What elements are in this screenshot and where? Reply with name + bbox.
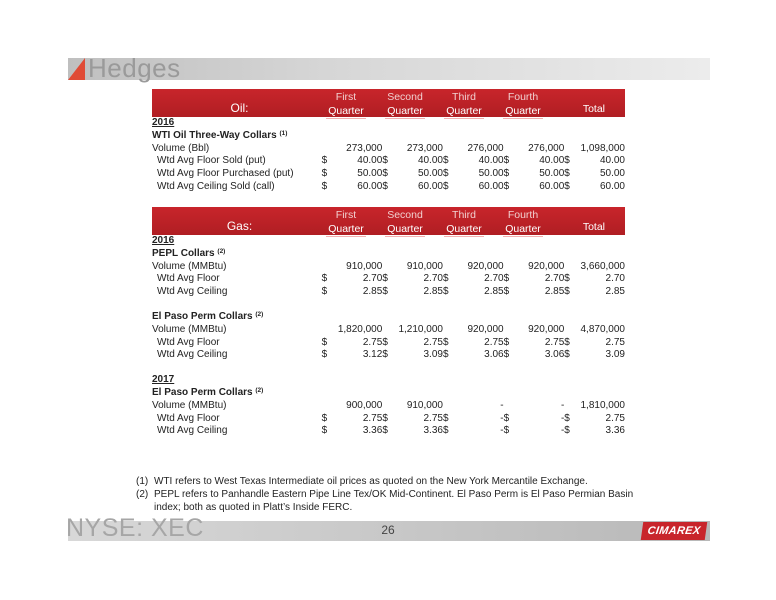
dollar-sign: $: [382, 336, 388, 348]
dollar-sign: [382, 400, 392, 413]
dollar-sign: $: [503, 273, 510, 285]
dollar-sign: $: [564, 168, 570, 180]
row-label: Wtd Avg Floor Sold (put): [157, 155, 266, 167]
value-cell: 3.09: [423, 349, 443, 361]
value-cell: 3.12: [362, 349, 383, 361]
dollar-sign: [443, 261, 453, 274]
value-cell: 2.75: [423, 336, 443, 348]
section-label: [152, 387, 625, 400]
footnotes: [136, 475, 634, 514]
value-cell: -: [560, 412, 565, 424]
year-label: 2017: [152, 374, 175, 386]
dollar-sign: $: [564, 349, 570, 361]
value-cell: 50.00: [357, 168, 383, 180]
section-title: PEPL Collars: [152, 247, 215, 259]
dollar-sign: [443, 143, 453, 156]
value-cell: 4,870,000: [580, 323, 625, 335]
value-cell: 273,000: [346, 142, 383, 154]
dollar-sign: $: [564, 180, 570, 192]
value-cell: 40.00: [417, 155, 443, 167]
dollar-sign: $: [503, 155, 510, 167]
dollar-sign: $: [321, 336, 328, 348]
spacer-row: [152, 362, 625, 374]
dollar-sign: [564, 143, 574, 156]
oil-table-header: [152, 89, 625, 117]
dollar-sign: $: [321, 273, 328, 285]
value-cell: 60.00: [478, 180, 504, 192]
value-cell: 2.75: [423, 412, 443, 424]
dollar-sign: $: [503, 286, 510, 298]
value-cell: 2.85: [484, 286, 504, 298]
dollar-sign: $: [382, 273, 388, 285]
value-cell: 40.00: [478, 155, 504, 167]
footnote-ref: (2): [255, 386, 264, 394]
value-cell: -: [500, 412, 504, 424]
dollar-sign: $: [503, 349, 510, 361]
dollar-sign: $: [442, 168, 449, 180]
value-cell: 2.70: [544, 273, 565, 285]
table-row: [152, 400, 625, 413]
spacer-cell: [152, 362, 625, 374]
value-cell: 2.70: [605, 273, 625, 285]
value-cell: 50.00: [539, 168, 565, 180]
footnote-ref: (2): [255, 310, 264, 318]
value-cell: 60.00: [599, 180, 625, 192]
oil-data-rows: [152, 117, 625, 194]
dollar-sign: [504, 324, 514, 337]
dollar-sign: $: [564, 155, 570, 167]
section-title: WTI Oil Three-Way Collars: [152, 129, 277, 141]
value-cell: 2.85: [423, 286, 443, 298]
value-cell: 920,000: [467, 323, 504, 335]
value-cell: 3.09: [605, 349, 625, 361]
value-cell: 910,000: [346, 260, 383, 272]
dollar-sign: [504, 400, 514, 413]
dollar-sign: $: [564, 425, 570, 437]
dollar-sign: $: [442, 273, 449, 285]
table-row: [152, 168, 625, 181]
stock-ticker: NYSE: XEC: [66, 514, 204, 542]
dollar-sign: $: [321, 168, 328, 180]
dollar-sign: $: [503, 425, 510, 437]
value-cell: 60.00: [539, 180, 565, 192]
value-cell: 50.00: [478, 168, 504, 180]
dollar-sign: $: [321, 425, 328, 437]
dollar-sign: $: [382, 168, 388, 180]
dollar-sign: $: [382, 412, 388, 424]
value-cell: 2.85: [544, 286, 565, 298]
value-cell: 2.75: [362, 412, 383, 424]
row-label: Wtd Avg Floor: [157, 273, 220, 285]
dollar-sign: [504, 261, 514, 274]
table-row: [152, 425, 625, 438]
year-row: [152, 374, 625, 387]
dollar-sign: $: [564, 412, 570, 424]
dollar-sign: [382, 261, 392, 274]
dollar-sign: [564, 324, 574, 337]
oil-category-label: Oil:: [230, 101, 249, 115]
value-cell: 910,000: [406, 399, 443, 411]
dollar-sign: $: [503, 336, 510, 348]
table-row: [152, 413, 625, 426]
gas-category-label: Gas:: [226, 219, 253, 233]
footnote-ref: (2): [217, 247, 226, 255]
col-third-quarter: Third Quarter: [446, 209, 482, 235]
value-cell: 3.06: [484, 349, 504, 361]
dollar-sign: $: [564, 273, 570, 285]
dollar-sign: $: [321, 155, 328, 167]
section-title: El Paso Perm Collars: [152, 386, 253, 398]
col-third-quarter: Third Quarter: [446, 91, 482, 117]
section-label: [152, 130, 625, 143]
dollar-sign: $: [503, 412, 510, 424]
footnote-ref: (1): [279, 129, 288, 137]
value-cell: 2.75: [544, 336, 565, 348]
value-cell: -: [560, 399, 565, 411]
oil-hedges-table: [152, 89, 625, 194]
table-row: [152, 143, 625, 156]
row-label: Wtd Avg Floor: [157, 336, 220, 348]
dollar-sign: [443, 324, 453, 337]
value-cell: 2.70: [423, 273, 443, 285]
row-label: Volume (MMBtu): [152, 323, 227, 335]
dollar-sign: [322, 261, 332, 274]
col-second-quarter: Second Quarter: [387, 91, 423, 117]
section-row: [152, 387, 625, 400]
col-first-quarter: First Quarter: [328, 209, 364, 235]
section-label: [152, 248, 625, 261]
dollar-sign: $: [382, 180, 388, 192]
table-row: [152, 337, 625, 350]
value-cell: 3.36: [362, 425, 383, 437]
footnote-1: (1) WTI refers to West Texas Intermediate oil prices as quoted on the New York Mercantile Exchange.: [136, 476, 588, 487]
footnote-2: (2) PEPL refers to Panhandle Eastern Pipe Line Tex/OK Mid-Continent. El Paso Perm is El Paso Permian Basin index; both as quoted in Platt’s Inside FERC.: [136, 489, 634, 513]
dollar-sign: [382, 324, 392, 337]
dollar-sign: $: [321, 349, 328, 361]
value-cell: -: [500, 425, 504, 437]
section-title: El Paso Perm Collars: [152, 310, 253, 322]
title-accent-triangle: [68, 58, 85, 80]
value-cell: 910,000: [406, 260, 443, 272]
dollar-sign: [564, 261, 574, 274]
section-row: [152, 130, 625, 143]
row-label: Volume (MMBtu): [152, 260, 227, 272]
value-cell: 900,000: [346, 399, 383, 411]
spacer-row: [152, 299, 625, 311]
year-label: 2016: [152, 117, 175, 128]
row-label: Volume (Bbl): [152, 142, 210, 154]
spacer-cell: [152, 299, 625, 311]
value-cell: 2.75: [605, 412, 625, 424]
section-row: [152, 311, 625, 324]
row-label: Wtd Avg Floor: [157, 412, 220, 424]
value-cell: 920,000: [528, 323, 565, 335]
dollar-sign: $: [564, 336, 570, 348]
row-label: Wtd Avg Floor Purchased (put): [157, 168, 294, 180]
gas-table-header: [152, 207, 625, 235]
col-fourth-quarter: Fourth Quarter: [505, 209, 541, 235]
value-cell: 2.70: [362, 273, 383, 285]
cimarex-logo: CIMAREX: [641, 522, 708, 540]
section-label: [152, 311, 625, 324]
value-cell: 2.85: [605, 286, 625, 298]
dollar-sign: [564, 400, 574, 413]
value-cell: 1,810,000: [580, 399, 625, 411]
value-cell: 2.85: [362, 286, 383, 298]
value-cell: -: [560, 425, 565, 437]
value-cell: 40.00: [357, 155, 383, 167]
row-label: Wtd Avg Ceiling: [157, 349, 228, 361]
page-title: Hedges: [88, 53, 181, 83]
dollar-sign: $: [442, 412, 449, 424]
row-label: Volume (MMBtu): [152, 399, 227, 411]
gas-hedges-table: [152, 207, 625, 438]
value-cell: 276,000: [467, 142, 504, 154]
value-cell: 273,000: [406, 142, 443, 154]
col-first-quarter: First Quarter: [328, 91, 364, 117]
dollar-sign: $: [442, 349, 449, 361]
value-cell: 50.00: [417, 168, 443, 180]
dollar-sign: [322, 143, 332, 156]
row-label: Wtd Avg Ceiling: [157, 286, 228, 298]
value-cell: 3.06: [544, 349, 565, 361]
dollar-sign: $: [321, 180, 328, 192]
value-cell: 50.00: [599, 168, 625, 180]
value-cell: 2.75: [605, 336, 625, 348]
value-cell: 2.75: [362, 336, 383, 348]
value-cell: 920,000: [528, 260, 565, 272]
value-cell: 920,000: [467, 260, 504, 272]
dollar-sign: $: [442, 336, 449, 348]
value-cell: 2.70: [484, 273, 504, 285]
value-cell: 1,098,000: [580, 142, 625, 154]
value-cell: 1,210,000: [398, 323, 443, 335]
dollar-sign: $: [564, 286, 570, 298]
value-cell: 3.36: [423, 425, 443, 437]
value-cell: 1,820,000: [337, 323, 383, 335]
value-cell: 2.75: [484, 336, 504, 348]
table-row: [152, 261, 625, 274]
table-row: [152, 286, 625, 299]
table-row: [152, 181, 625, 194]
dollar-sign: $: [442, 155, 449, 167]
value-cell: 40.00: [539, 155, 565, 167]
dollar-sign: $: [442, 286, 449, 298]
dollar-sign: $: [382, 155, 388, 167]
dollar-sign: [443, 400, 453, 413]
dollar-sign: [504, 143, 514, 156]
value-cell: 3.36: [605, 425, 625, 437]
col-fourth-quarter: Fourth Quarter: [505, 91, 541, 117]
year-label: 2016: [152, 235, 175, 246]
col-total: Total: [582, 221, 605, 233]
section-row: [152, 248, 625, 261]
table-row: [152, 155, 625, 168]
dollar-sign: $: [321, 412, 328, 424]
dollar-sign: $: [321, 286, 328, 298]
value-cell: 60.00: [357, 180, 383, 192]
value-cell: -: [500, 399, 504, 411]
dollar-sign: [322, 400, 332, 413]
dollar-sign: $: [442, 425, 449, 437]
dollar-sign: $: [382, 286, 388, 298]
table-row: [152, 349, 625, 362]
dollar-sign: $: [503, 180, 510, 192]
page-number: 26: [381, 523, 395, 537]
col-second-quarter: Second Quarter: [387, 209, 423, 235]
table-row: [152, 324, 625, 337]
value-cell: 60.00: [417, 180, 443, 192]
row-label: Wtd Avg Ceiling Sold (call): [157, 180, 275, 192]
table-row: [152, 273, 625, 286]
dollar-sign: [322, 324, 332, 337]
value-cell: 276,000: [528, 142, 565, 154]
row-label: Wtd Avg Ceiling: [157, 425, 228, 437]
value-cell: 40.00: [599, 155, 625, 167]
dollar-sign: $: [382, 349, 388, 361]
value-cell: 3,660,000: [580, 260, 625, 272]
dollar-sign: [382, 143, 392, 156]
gas-data-rows: [152, 235, 625, 438]
dollar-sign: $: [442, 180, 449, 192]
col-total: Total: [582, 103, 605, 115]
dollar-sign: $: [382, 425, 388, 437]
dollar-sign: $: [503, 168, 510, 180]
